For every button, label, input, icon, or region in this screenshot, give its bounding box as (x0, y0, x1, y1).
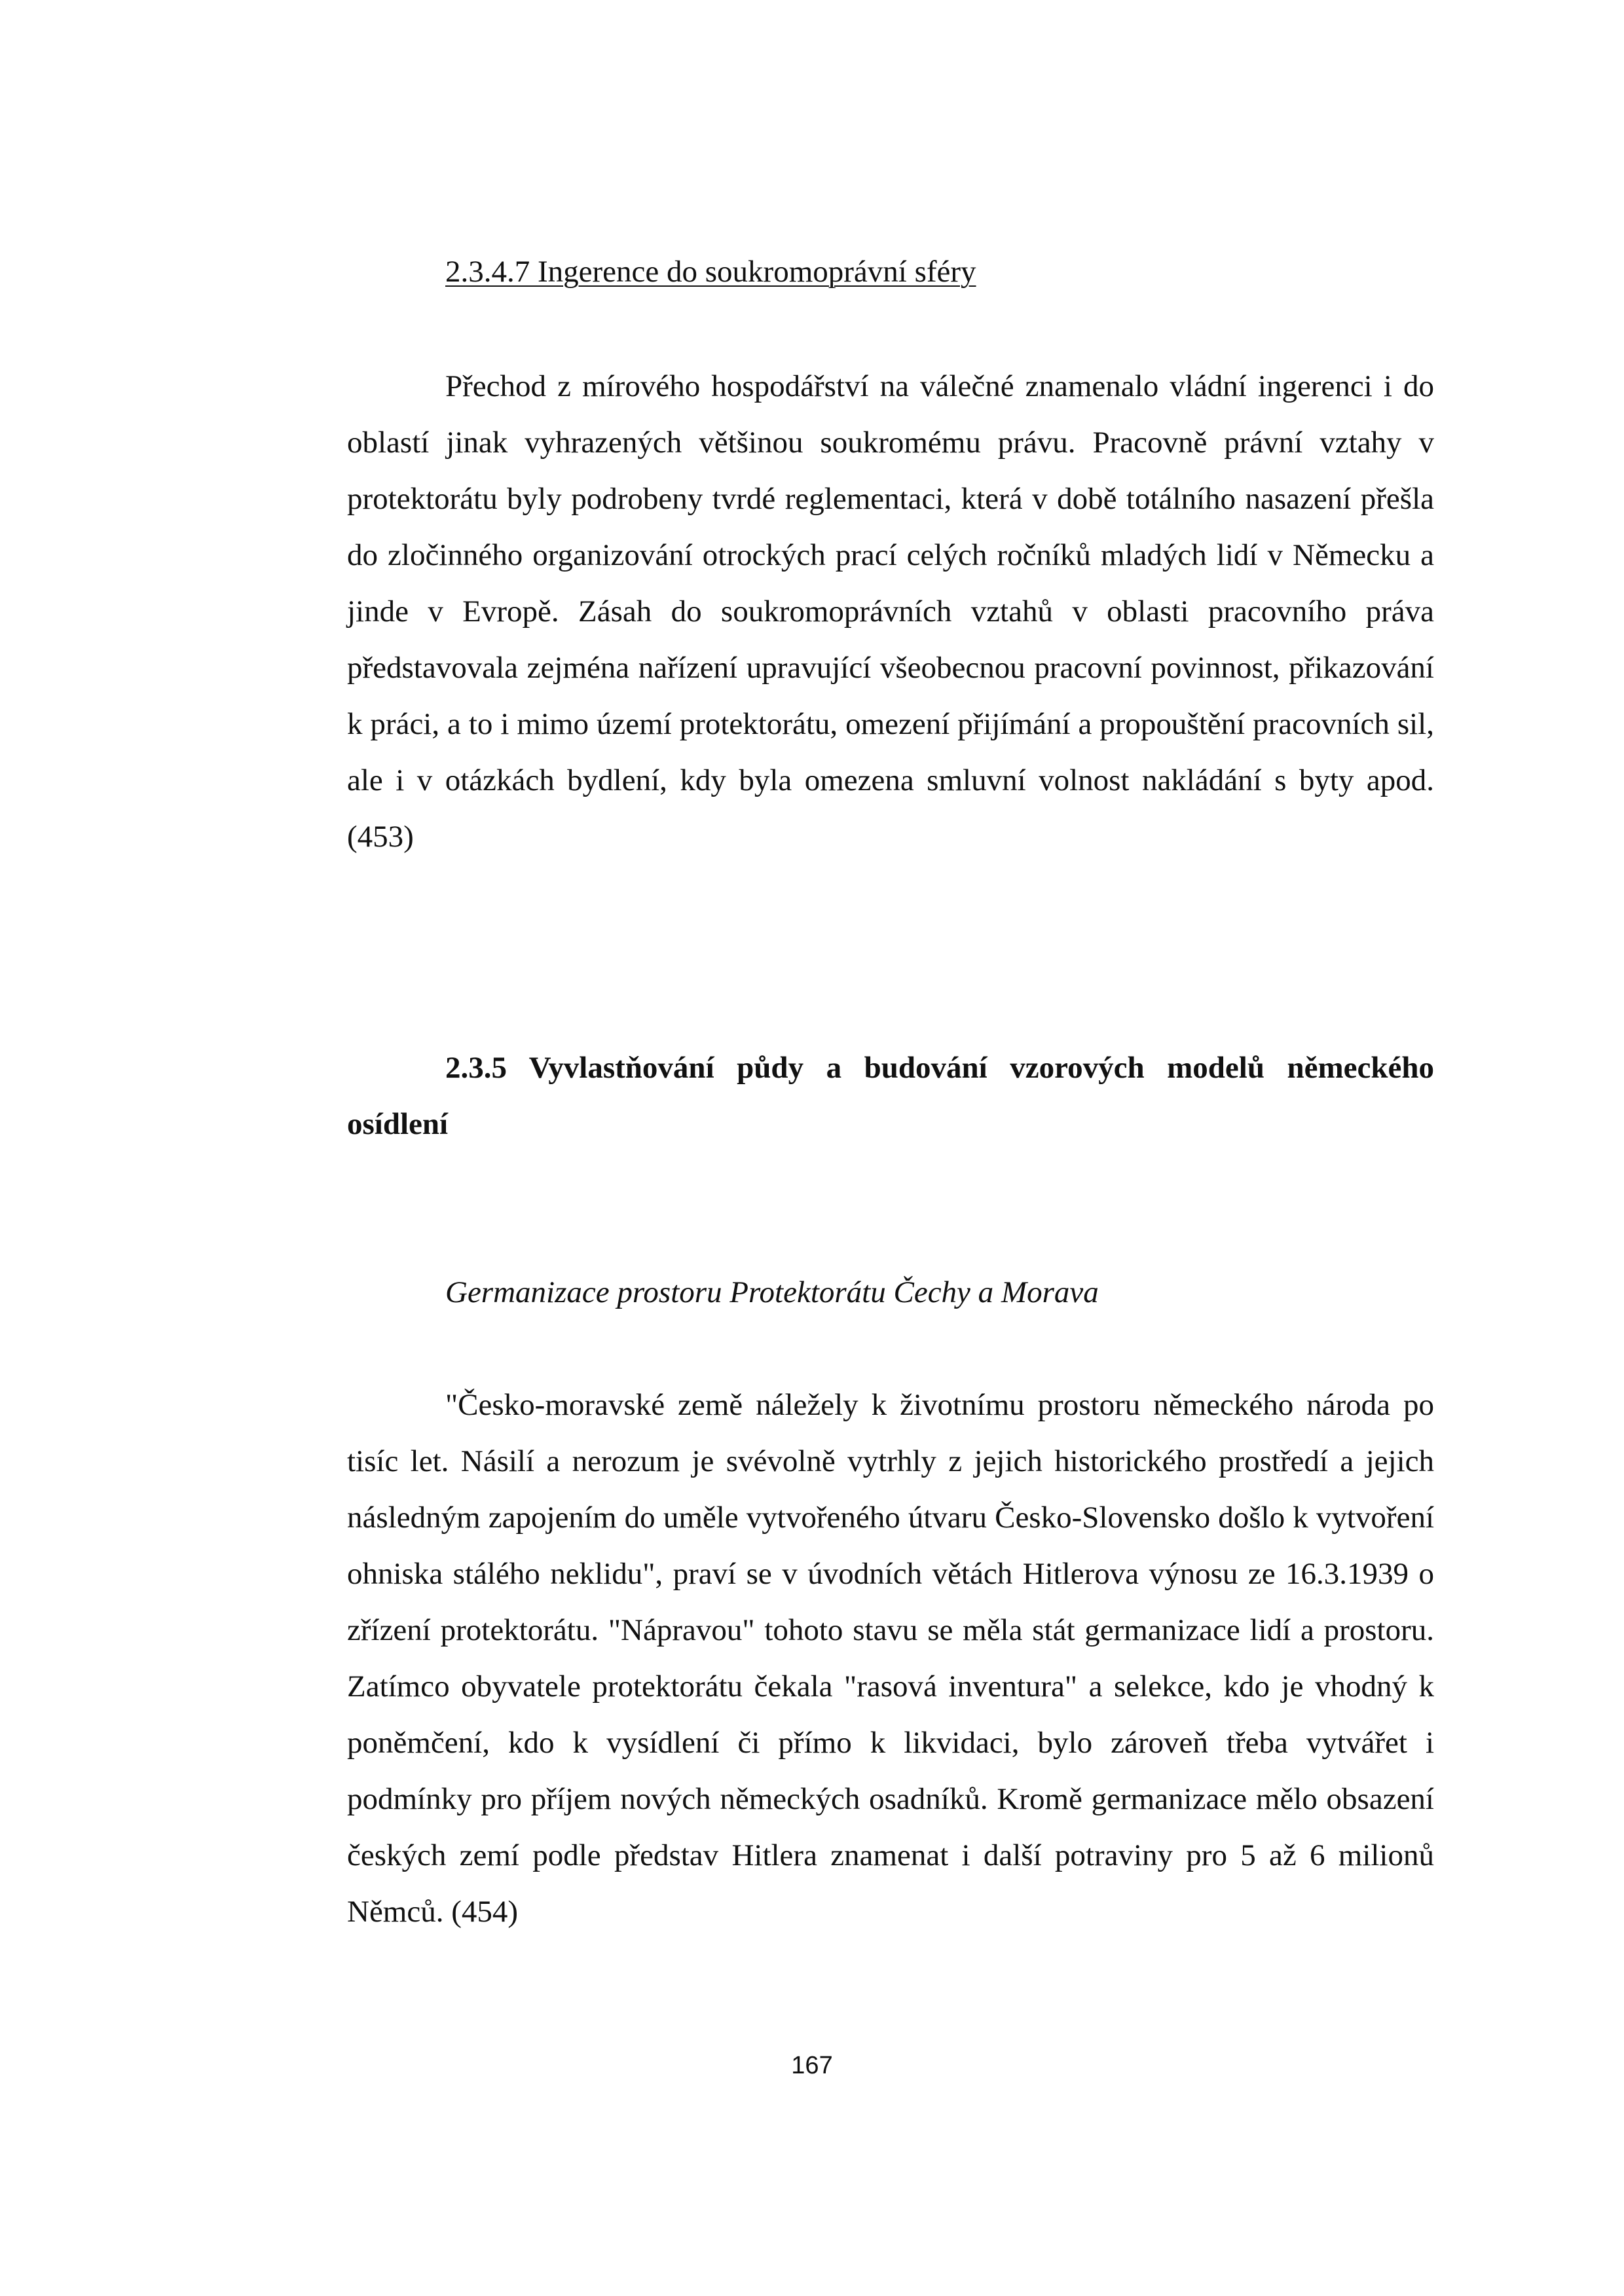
page-number: 167 (791, 2052, 833, 2079)
subsection-heading: 2.3.4.7 Ingerence do soukromoprávní sféry (445, 255, 976, 289)
section-heading: 2.3.5 Vyvlastňování půdy a budování vzorových modelů německého osídlení (347, 1051, 1434, 1141)
paragraph-soukromopravni-sfera: Přechod z mírového hospodářství na válečné znamenalo vládní ingerenci i do oblastí jinak vyhrazených většinou soukromému právu. Pracovně právní vztahy v protektorátu byly podrobeny tvrdé reglementaci, která v době totálního nasazení přešla do zločinného organizování otrockých prací celých ročníků mladých lidí v Německu a jinde v Evropě. Zásah do soukromoprávních vztahů v oblasti pracovního práva představovala zejména nařízení upravující všeobecnou pracovní povinnost, přikazování k práci, a to i mimo území protektorátu, omezení přijímání a propouštění pracovních sil, ale i v otázkách bydlení, kdy byla omezena smluvní volnost nakládání s byty apod. (453) (347, 369, 1434, 854)
italic-subheading: Germanizace prostoru Protektorátu Čechy a Morava (445, 1275, 1099, 1309)
paragraph-germanizace: "Česko-moravské země náležely k životnímu prostoru německého národa po tisíc let. Násilí a nerozum je svévolně vytrhly z jejich historického prostředí a jejich následným zapojením do uměle vytvořeného útvaru Česko-Slovensko došlo k vytvoření ohniska stálého neklidu", praví se v úvodních větách Hitlerova výnosu ze 16.3.1939 o zřízení protektorátu. "Nápravou" tohoto stavu se měla stát germanizace lidí a prostoru. Zatímco obyvatele protektorátu čekala "rasová inventura" a selekce, kdo je vhodný k poněmčení, kdo k vysídlení či přímo k likvidaci, bylo zároveň třeba vytvářet i podmínky pro příjem nových německých osadníků. Kromě germanizace mělo obsazení českých zemí podle představ Hitlera znamenat i další potraviny pro 5 až 6 milionů Němců. (454) (347, 1388, 1434, 1929)
